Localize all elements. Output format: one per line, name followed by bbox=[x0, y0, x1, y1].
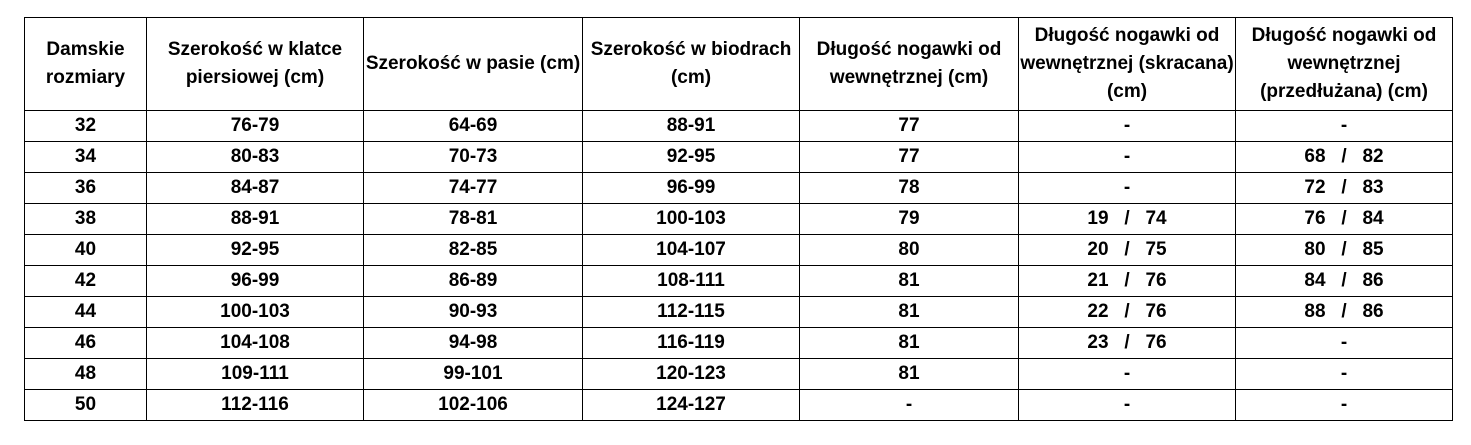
chest-cell: 96-99 bbox=[147, 266, 364, 297]
hip-cell: 92-95 bbox=[583, 142, 800, 173]
hip-cell: 96-99 bbox=[583, 173, 800, 204]
table-row bbox=[25, 390, 1453, 421]
inseam-shortened-cell: - bbox=[1019, 111, 1236, 142]
inseam-cell: 77 bbox=[800, 111, 1019, 142]
table-row bbox=[25, 235, 1453, 266]
inseam-cell: - bbox=[800, 390, 1019, 421]
header-chest-width: Szerokość w klatce piersiowej (cm) bbox=[147, 18, 364, 111]
inseam-cell: 77 bbox=[800, 142, 1019, 173]
waist-cell: 64-69 bbox=[364, 111, 583, 142]
chest-cell: 84-87 bbox=[147, 173, 364, 204]
inseam-extended-cell: - bbox=[1236, 111, 1453, 142]
table-body bbox=[25, 111, 1453, 421]
inseam-cell: 81 bbox=[800, 328, 1019, 359]
table-row bbox=[25, 204, 1453, 235]
inseam-shortened-cell: - bbox=[1019, 359, 1236, 390]
chest-cell: 92-95 bbox=[147, 235, 364, 266]
inseam-shortened-cell: 20 / 75 bbox=[1019, 235, 1236, 266]
table-row bbox=[25, 142, 1453, 173]
waist-cell: 94-98 bbox=[364, 328, 583, 359]
size-cell: 40 bbox=[25, 235, 147, 266]
hip-cell: 124-127 bbox=[583, 390, 800, 421]
header-inseam-shortened: Długość nogawki od wewnętrznej (skracana) (cm) bbox=[1019, 18, 1236, 111]
size-cell: 42 bbox=[25, 266, 147, 297]
table-row bbox=[25, 111, 1453, 142]
inseam-shortened-cell: 19 / 74 bbox=[1019, 204, 1236, 235]
hip-cell: 100-103 bbox=[583, 204, 800, 235]
size-cell: 48 bbox=[25, 359, 147, 390]
size-cell: 46 bbox=[25, 328, 147, 359]
chest-cell: 76-79 bbox=[147, 111, 364, 142]
inseam-cell: 80 bbox=[800, 235, 1019, 266]
chest-cell: 104-108 bbox=[147, 328, 364, 359]
inseam-shortened-cell: 23 / 76 bbox=[1019, 328, 1236, 359]
hip-cell: 112-115 bbox=[583, 297, 800, 328]
inseam-extended-cell: - bbox=[1236, 390, 1453, 421]
chest-cell: 100-103 bbox=[147, 297, 364, 328]
header-waist-width: Szerokość w pasie (cm) bbox=[364, 18, 583, 111]
size-cell: 32 bbox=[25, 111, 147, 142]
chest-cell: 109-111 bbox=[147, 359, 364, 390]
table-row bbox=[25, 359, 1453, 390]
inseam-cell: 81 bbox=[800, 266, 1019, 297]
waist-cell: 70-73 bbox=[364, 142, 583, 173]
table-row bbox=[25, 297, 1453, 328]
hip-cell: 116-119 bbox=[583, 328, 800, 359]
size-cell: 34 bbox=[25, 142, 147, 173]
header-women-sizes: Damskie rozmiary bbox=[25, 18, 147, 111]
inseam-extended-cell: - bbox=[1236, 359, 1453, 390]
inseam-cell: 81 bbox=[800, 359, 1019, 390]
hip-cell: 108-111 bbox=[583, 266, 800, 297]
inseam-shortened-cell: - bbox=[1019, 390, 1236, 421]
size-chart-table bbox=[24, 17, 1453, 421]
chest-cell: 80-83 bbox=[147, 142, 364, 173]
header-row bbox=[25, 18, 1453, 111]
waist-cell: 99-101 bbox=[364, 359, 583, 390]
inseam-cell: 81 bbox=[800, 297, 1019, 328]
header-hip-width: Szerokość w biodrach (cm) bbox=[583, 18, 800, 111]
size-cell: 38 bbox=[25, 204, 147, 235]
inseam-shortened-cell: - bbox=[1019, 173, 1236, 204]
inseam-cell: 79 bbox=[800, 204, 1019, 235]
inseam-shortened-cell: 22 / 76 bbox=[1019, 297, 1236, 328]
chest-cell: 112-116 bbox=[147, 390, 364, 421]
waist-cell: 74-77 bbox=[364, 173, 583, 204]
waist-cell: 90-93 bbox=[364, 297, 583, 328]
chest-cell: 88-91 bbox=[147, 204, 364, 235]
hip-cell: 120-123 bbox=[583, 359, 800, 390]
size-cell: 44 bbox=[25, 297, 147, 328]
inseam-shortened-cell: 21 / 76 bbox=[1019, 266, 1236, 297]
inseam-extended-cell: - bbox=[1236, 328, 1453, 359]
size-cell: 50 bbox=[25, 390, 147, 421]
inseam-extended-cell: 88 / 86 bbox=[1236, 297, 1453, 328]
header-inseam-length: Długość nogawki od wewnętrznej (cm) bbox=[800, 18, 1019, 111]
size-cell: 36 bbox=[25, 173, 147, 204]
table-row bbox=[25, 328, 1453, 359]
inseam-extended-cell: 84 / 86 bbox=[1236, 266, 1453, 297]
table-row bbox=[25, 173, 1453, 204]
waist-cell: 102-106 bbox=[364, 390, 583, 421]
table-row bbox=[25, 266, 1453, 297]
table-header bbox=[25, 18, 1453, 111]
hip-cell: 104-107 bbox=[583, 235, 800, 266]
inseam-extended-cell: 80 / 85 bbox=[1236, 235, 1453, 266]
waist-cell: 78-81 bbox=[364, 204, 583, 235]
inseam-extended-cell: 68 / 82 bbox=[1236, 142, 1453, 173]
inseam-cell: 78 bbox=[800, 173, 1019, 204]
waist-cell: 86-89 bbox=[364, 266, 583, 297]
header-inseam-extended: Długość nogawki od wewnętrznej (przedłużana) (cm) bbox=[1236, 18, 1453, 111]
inseam-extended-cell: 72 / 83 bbox=[1236, 173, 1453, 204]
hip-cell: 88-91 bbox=[583, 111, 800, 142]
inseam-shortened-cell: - bbox=[1019, 142, 1236, 173]
waist-cell: 82-85 bbox=[364, 235, 583, 266]
inseam-extended-cell: 76 / 84 bbox=[1236, 204, 1453, 235]
